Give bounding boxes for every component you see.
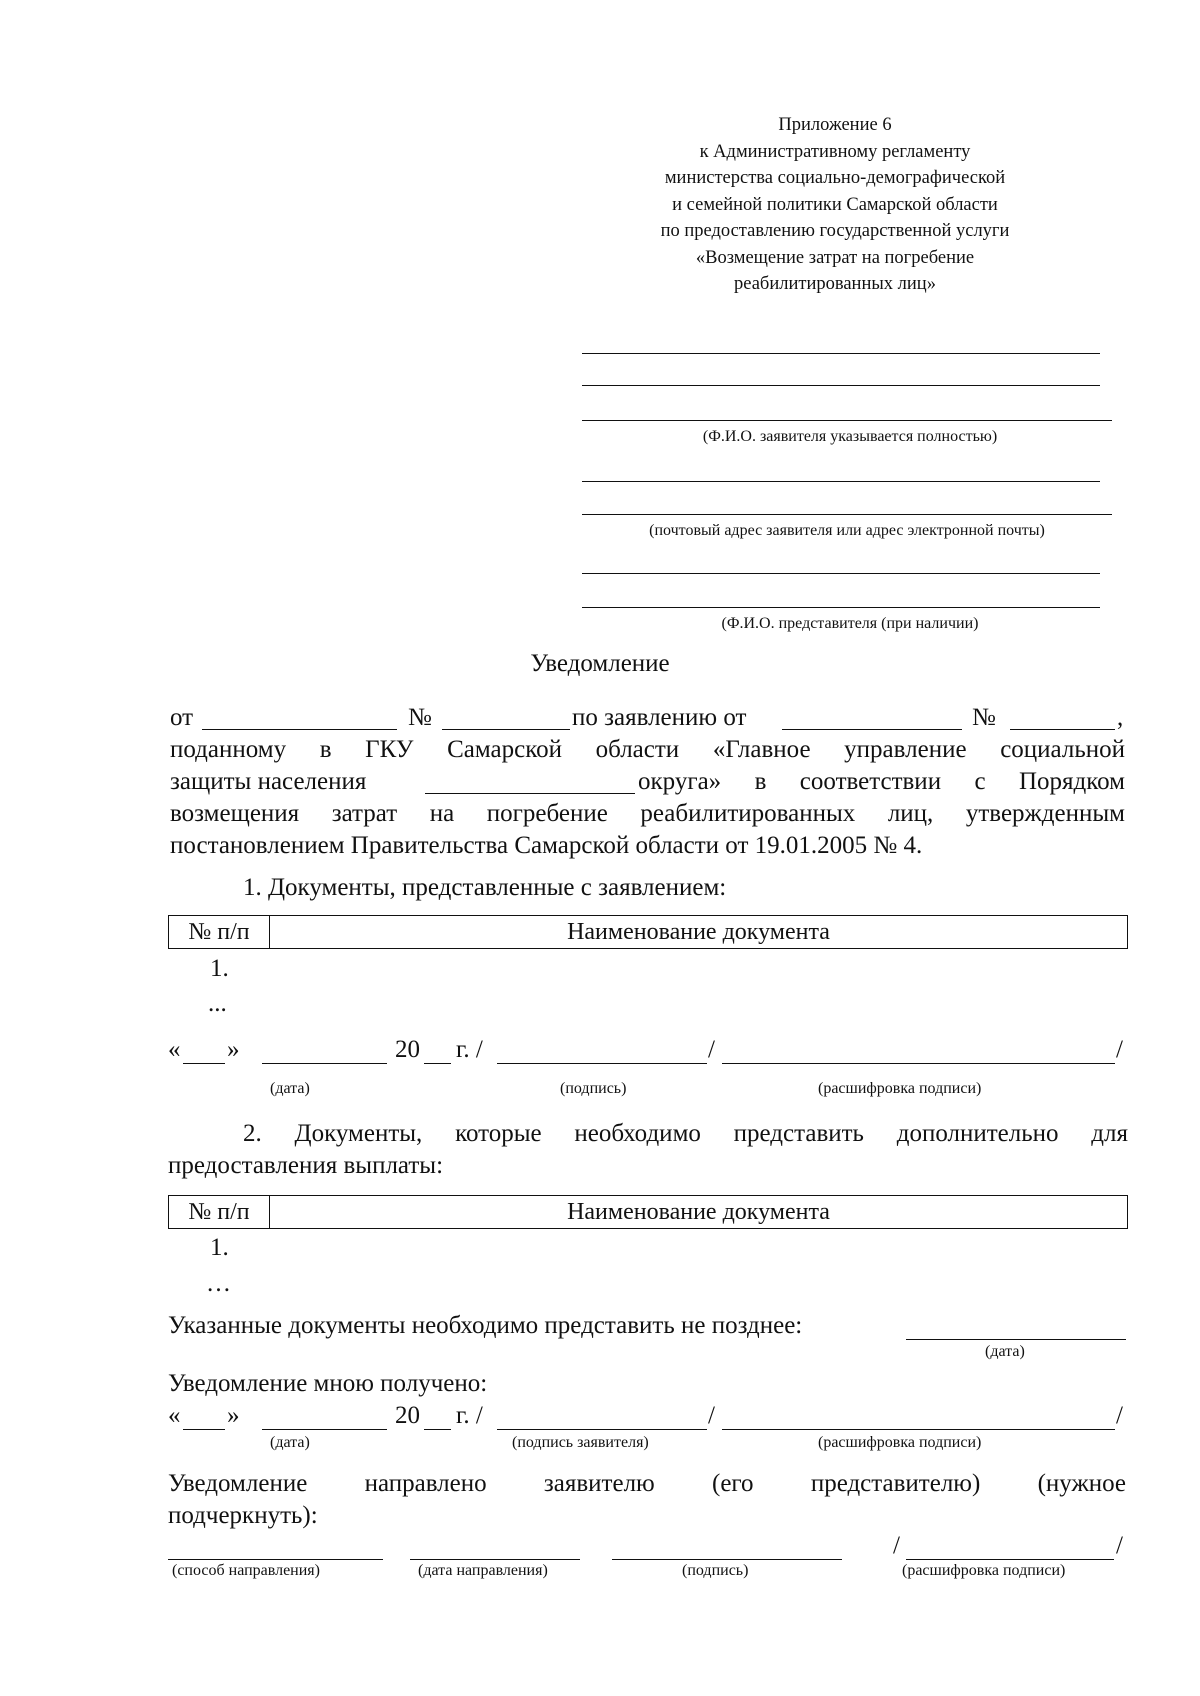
intro-line-1	[170, 702, 1125, 734]
intro-line-4: возмещения затрат на погребение реабилитированных лиц, утвержденным	[170, 800, 1125, 827]
quote-open: «	[168, 1402, 181, 1429]
application-number-field[interactable]	[1010, 707, 1115, 730]
slash: /	[708, 1036, 715, 1063]
day-field[interactable]	[183, 1041, 225, 1064]
quote-close: »	[227, 1036, 240, 1063]
deadline-date-field[interactable]	[906, 1317, 1126, 1340]
caption-sent-signature: (подпись)	[682, 1562, 749, 1579]
year-field[interactable]	[424, 1041, 451, 1064]
intro-line-2: поданному в ГКУ Самарской области «Главное управление социальной	[170, 736, 1125, 763]
district-field[interactable]	[425, 771, 635, 794]
sent-signature-field[interactable]	[612, 1537, 842, 1560]
section2-table	[168, 1195, 1128, 1229]
section2-col-name: Наименование документа	[270, 1196, 1128, 1229]
section1-col-num: № п/п	[169, 916, 270, 949]
year-suffix: г. /	[456, 1036, 483, 1063]
intro-from: от	[170, 704, 194, 731]
appendix-line: реабилитированных лиц»	[734, 274, 936, 294]
applicant-signature-field[interactable]	[497, 1407, 707, 1430]
intro-line-5: постановлением Правительства Самарской области от 19.01.2005 № 4.	[170, 832, 923, 859]
signature-decode-field[interactable]	[722, 1407, 1115, 1430]
day-field[interactable]	[183, 1407, 225, 1430]
slash-end: /	[1116, 1532, 1123, 1559]
applicant-fio-caption: (Ф.И.О. заявителя указывается полностью)	[702, 428, 998, 445]
year-prefix: 20	[395, 1036, 420, 1063]
applicant-name-line-3[interactable]	[582, 420, 1112, 421]
section1-heading: 1. Документы, представленные с заявлением:	[243, 874, 727, 901]
intro-num: №	[408, 704, 432, 731]
section2-ellipsis: …	[206, 1270, 231, 1297]
section1-row-1: 1.	[210, 955, 229, 982]
applicant-address-line-1[interactable]	[582, 481, 1100, 482]
representative-caption: (Ф.И.О. представителя (при наличии)	[721, 615, 979, 632]
caption-applicant-signature: (подпись заявителя)	[512, 1434, 649, 1451]
section1-ellipsis: ...	[208, 990, 227, 1017]
appendix-line: по предоставлению государственной услуги	[660, 221, 1010, 241]
appendix-line: к Административному регламенту	[699, 141, 971, 162]
slash-end: /	[1116, 1036, 1123, 1063]
section2-heading-line-2: предоставления выплаты:	[168, 1152, 444, 1179]
intro-comma: ,	[1117, 704, 1124, 731]
sent-line-2: подчеркнуть):	[168, 1502, 318, 1529]
representative-line-2[interactable]	[582, 607, 1100, 608]
application-date-field[interactable]	[782, 707, 962, 730]
intro-num-2: №	[972, 704, 996, 731]
appendix-line: Приложение 6	[778, 115, 892, 135]
caption-date: (дата)	[270, 1434, 310, 1451]
caption-signature-decode: (расшифровка подписи)	[818, 1080, 982, 1097]
month-field[interactable]	[262, 1407, 387, 1430]
sent-line-1: Уведомление направлено заявителю (его представителю) (нужное	[168, 1470, 1126, 1497]
signature-decode-field[interactable]	[722, 1041, 1115, 1064]
intro-by-application: по заявлению от	[572, 704, 747, 731]
month-field[interactable]	[262, 1041, 387, 1064]
applicant-address-caption: (почтовый адрес заявителя или адрес электронной почты)	[649, 522, 1045, 539]
appendix-header	[590, 112, 1080, 298]
deadline-text: Указанные документы необходимо представить не позднее:	[168, 1312, 803, 1339]
signature-field[interactable]	[497, 1041, 707, 1064]
intro-line-3	[170, 766, 1125, 798]
caption-signature-decode: (расшифровка подписи)	[818, 1434, 982, 1451]
applicant-name-line-2[interactable]	[582, 385, 1100, 386]
year-prefix: 20	[395, 1402, 420, 1429]
notice-number-field[interactable]	[442, 707, 570, 730]
applicant-name-line-1[interactable]	[582, 353, 1100, 354]
section1-table	[168, 915, 1128, 949]
intro-line-3-b: округа» в соответствии с Порядком	[638, 768, 1125, 795]
slash-end: /	[1116, 1402, 1123, 1429]
applicant-address-line-2[interactable]	[582, 514, 1112, 515]
section2-row-1: 1.	[210, 1234, 229, 1261]
quote-open: «	[168, 1036, 181, 1063]
deadline-date-caption: (дата)	[985, 1343, 1025, 1360]
slash: /	[893, 1532, 900, 1559]
appendix-line: министерства социально-демографической	[664, 168, 1006, 188]
caption-sent-signature-decode: (расшифровка подписи)	[902, 1562, 1066, 1579]
caption-signature: (подпись)	[560, 1080, 627, 1097]
notice-date-field[interactable]	[202, 707, 397, 730]
document-title: Уведомление	[530, 650, 670, 677]
year-field[interactable]	[424, 1407, 451, 1430]
representative-line-1[interactable]	[582, 573, 1100, 574]
method-field[interactable]	[168, 1537, 383, 1560]
intro-paragraph	[170, 702, 1125, 862]
section1-col-name: Наименование документа	[270, 916, 1128, 949]
caption-sent-date: (дата направления)	[418, 1562, 548, 1579]
slash: /	[708, 1402, 715, 1429]
sent-date-field[interactable]	[410, 1537, 580, 1560]
appendix-line: «Возмещение затрат на погребение	[695, 247, 975, 268]
section2-heading-line-1: 2. Документы, которые необходимо представить дополнительно для	[243, 1120, 1128, 1147]
caption-method: (способ направления)	[172, 1562, 320, 1579]
quote-close: »	[227, 1402, 240, 1429]
intro-line-3-a: защиты населения	[170, 768, 367, 795]
caption-date: (дата)	[270, 1080, 310, 1097]
received-text: Уведомление мною получено:	[168, 1370, 488, 1397]
appendix-line: и семейной политики Самарской области	[672, 194, 998, 215]
section2-col-num: № п/п	[169, 1196, 270, 1229]
year-suffix: г. /	[456, 1402, 483, 1429]
sent-signature-decode-field[interactable]	[906, 1537, 1114, 1560]
